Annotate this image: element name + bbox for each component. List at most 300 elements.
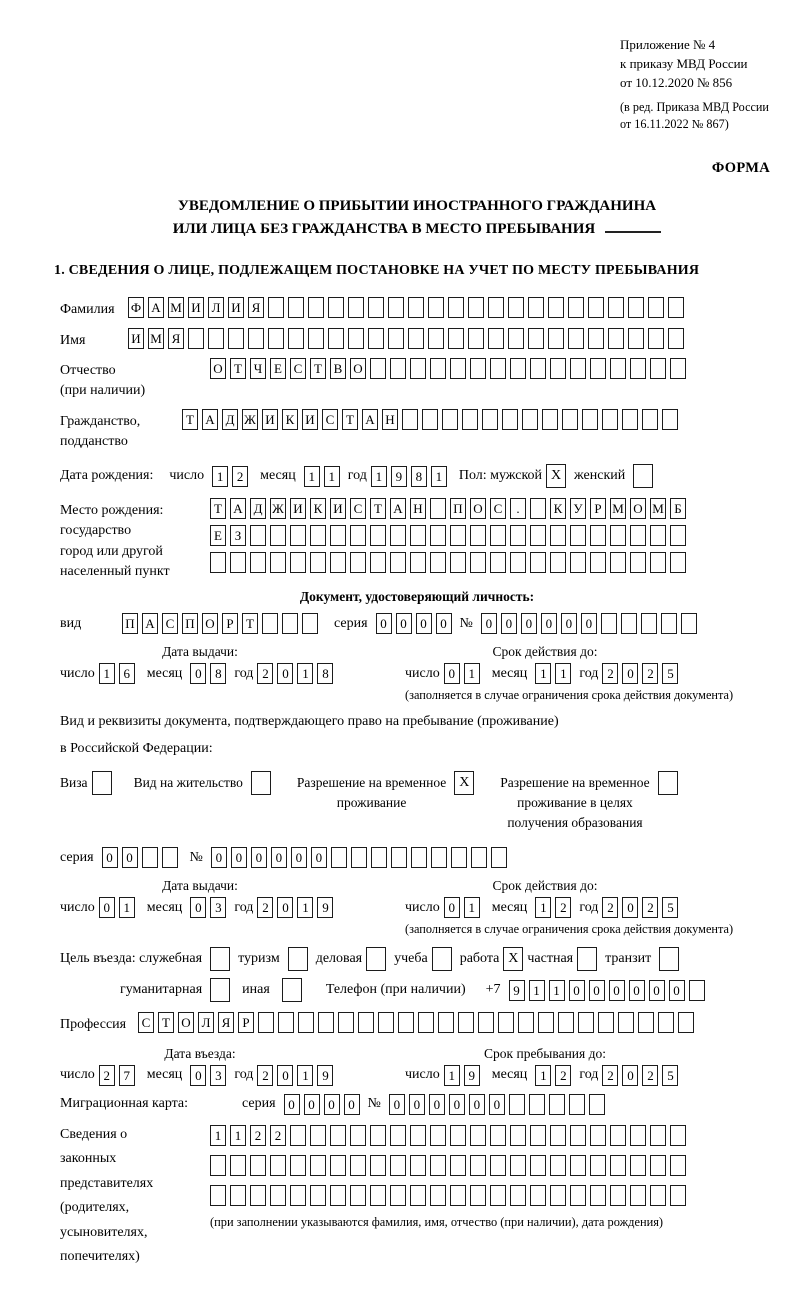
char-cell[interactable] [250, 1155, 266, 1176]
char-cell[interactable] [550, 358, 566, 379]
char-cell[interactable] [570, 1125, 586, 1146]
char-cell[interactable]: 0 [376, 613, 392, 634]
char-cell[interactable] [410, 1125, 426, 1146]
char-cell[interactable] [590, 552, 606, 573]
char-cell[interactable] [598, 1012, 614, 1033]
char-cell[interactable] [510, 1185, 526, 1206]
char-cell[interactable] [351, 847, 367, 868]
char-cell[interactable] [370, 552, 386, 573]
char-cell[interactable] [410, 525, 426, 546]
char-cell[interactable]: 0 [284, 1094, 300, 1115]
purpose-study-checkbox[interactable] [432, 947, 452, 971]
purpose-tourism-checkbox[interactable] [288, 947, 308, 971]
char-cell[interactable] [308, 328, 324, 349]
char-cell[interactable]: Ф [128, 297, 144, 318]
char-cell[interactable]: 2 [257, 663, 273, 684]
char-cell[interactable] [448, 328, 464, 349]
char-cell[interactable] [590, 1125, 606, 1146]
char-cell[interactable] [368, 328, 384, 349]
char-cell[interactable] [570, 552, 586, 573]
char-cell[interactable]: 0 [622, 1065, 638, 1086]
migration-number-input[interactable] [389, 1094, 609, 1115]
char-cell[interactable]: Т [242, 613, 258, 634]
char-cell[interactable] [388, 328, 404, 349]
char-cell[interactable]: И [302, 409, 318, 430]
char-cell[interactable] [470, 1125, 486, 1146]
surname-input[interactable] [128, 297, 688, 318]
char-cell[interactable]: 5 [662, 1065, 678, 1086]
char-cell[interactable]: О [210, 358, 226, 379]
char-cell[interactable]: 0 [190, 1065, 206, 1086]
char-cell[interactable] [488, 328, 504, 349]
char-cell[interactable]: М [650, 498, 666, 519]
residence-issue-year[interactable] [257, 897, 337, 918]
char-cell[interactable]: 9 [317, 897, 333, 918]
char-cell[interactable] [410, 358, 426, 379]
char-cell[interactable] [230, 1185, 246, 1206]
char-cell[interactable] [310, 1185, 326, 1206]
residence-valid-day[interactable] [444, 897, 484, 918]
char-cell[interactable] [490, 525, 506, 546]
char-cell[interactable]: А [362, 409, 378, 430]
char-cell[interactable] [438, 1012, 454, 1033]
char-cell[interactable]: 3 [210, 897, 226, 918]
char-cell[interactable]: В [330, 358, 346, 379]
sex-female-checkbox[interactable] [633, 464, 653, 488]
char-cell[interactable]: М [148, 328, 164, 349]
doc-issue-year[interactable] [257, 663, 337, 684]
char-cell[interactable] [550, 525, 566, 546]
char-cell[interactable] [610, 1125, 626, 1146]
char-cell[interactable] [642, 409, 658, 430]
char-cell[interactable]: 2 [250, 1125, 266, 1146]
char-cell[interactable]: Т [182, 409, 198, 430]
char-cell[interactable] [230, 1155, 246, 1176]
char-cell[interactable] [458, 1012, 474, 1033]
char-cell[interactable] [470, 525, 486, 546]
char-cell[interactable]: 9 [509, 980, 525, 1001]
char-cell[interactable] [468, 297, 484, 318]
char-cell[interactable] [549, 1094, 565, 1115]
char-cell[interactable] [510, 525, 526, 546]
char-cell[interactable]: Т [230, 358, 246, 379]
char-cell[interactable] [529, 1094, 545, 1115]
char-cell[interactable]: У [570, 498, 586, 519]
char-cell[interactable] [410, 552, 426, 573]
char-cell[interactable]: 2 [257, 1065, 273, 1086]
char-cell[interactable]: 2 [602, 1065, 618, 1086]
char-cell[interactable] [588, 297, 604, 318]
doc-valid-year[interactable] [602, 663, 682, 684]
char-cell[interactable] [228, 328, 244, 349]
char-cell[interactable]: М [168, 297, 184, 318]
char-cell[interactable]: 0 [501, 613, 517, 634]
sex-male-checkbox[interactable]: X [546, 464, 566, 488]
char-cell[interactable]: 1 [555, 663, 571, 684]
char-cell[interactable] [510, 552, 526, 573]
char-cell[interactable]: 0 [481, 613, 497, 634]
char-cell[interactable]: . [510, 498, 526, 519]
char-cell[interactable] [468, 328, 484, 349]
stay-month[interactable] [535, 1065, 575, 1086]
char-cell[interactable]: 0 [271, 847, 287, 868]
char-cell[interactable] [258, 1012, 274, 1033]
char-cell[interactable] [450, 525, 466, 546]
purpose-transit-checkbox[interactable] [659, 947, 679, 971]
char-cell[interactable]: 2 [555, 1065, 571, 1086]
char-cell[interactable]: А [148, 297, 164, 318]
char-cell[interactable] [350, 525, 366, 546]
char-cell[interactable] [578, 1012, 594, 1033]
residence-issue-day[interactable] [99, 897, 139, 918]
char-cell[interactable] [528, 297, 544, 318]
char-cell[interactable]: 0 [396, 613, 412, 634]
entry-day[interactable] [99, 1065, 139, 1086]
char-cell[interactable] [568, 297, 584, 318]
char-cell[interactable] [550, 1185, 566, 1206]
char-cell[interactable]: 8 [411, 466, 427, 487]
char-cell[interactable] [208, 328, 224, 349]
char-cell[interactable] [601, 613, 617, 634]
char-cell[interactable] [390, 1185, 406, 1206]
char-cell[interactable]: 1 [297, 663, 313, 684]
char-cell[interactable]: 0 [409, 1094, 425, 1115]
char-cell[interactable] [662, 409, 678, 430]
char-cell[interactable] [608, 297, 624, 318]
char-cell[interactable] [590, 525, 606, 546]
char-cell[interactable] [668, 297, 684, 318]
char-cell[interactable] [641, 613, 657, 634]
char-cell[interactable]: Р [238, 1012, 254, 1033]
char-cell[interactable] [630, 525, 646, 546]
char-cell[interactable] [391, 847, 407, 868]
char-cell[interactable]: Д [250, 498, 266, 519]
char-cell[interactable] [248, 328, 264, 349]
char-cell[interactable]: 2 [602, 663, 618, 684]
char-cell[interactable] [368, 297, 384, 318]
char-cell[interactable] [370, 358, 386, 379]
char-cell[interactable] [282, 613, 298, 634]
char-cell[interactable] [670, 552, 686, 573]
char-cell[interactable] [162, 847, 178, 868]
char-cell[interactable] [278, 1012, 294, 1033]
char-cell[interactable] [570, 525, 586, 546]
char-cell[interactable] [650, 552, 666, 573]
char-cell[interactable] [628, 328, 644, 349]
char-cell[interactable]: 0 [291, 847, 307, 868]
birthplace-input-row2[interactable] [210, 525, 690, 546]
char-cell[interactable] [650, 1125, 666, 1146]
char-cell[interactable]: 8 [317, 663, 333, 684]
char-cell[interactable] [658, 1012, 674, 1033]
firstname-input[interactable] [128, 328, 688, 349]
char-cell[interactable] [589, 1094, 605, 1115]
char-cell[interactable]: 0 [622, 897, 638, 918]
char-cell[interactable]: 0 [251, 847, 267, 868]
char-cell[interactable]: О [178, 1012, 194, 1033]
char-cell[interactable]: П [450, 498, 466, 519]
birthplace-input-row3[interactable] [210, 552, 690, 573]
char-cell[interactable] [522, 409, 538, 430]
char-cell[interactable]: Я [168, 328, 184, 349]
char-cell[interactable]: Т [158, 1012, 174, 1033]
char-cell[interactable] [430, 358, 446, 379]
char-cell[interactable]: Д [222, 409, 238, 430]
char-cell[interactable] [538, 1012, 554, 1033]
purpose-humanitarian-checkbox[interactable] [210, 978, 230, 1002]
char-cell[interactable] [390, 552, 406, 573]
profession-input[interactable] [138, 1012, 698, 1033]
char-cell[interactable]: 0 [569, 980, 585, 1001]
char-cell[interactable] [602, 409, 618, 430]
residence-series-input[interactable] [102, 847, 182, 868]
char-cell[interactable]: 0 [344, 1094, 360, 1115]
char-cell[interactable] [670, 358, 686, 379]
char-cell[interactable] [431, 847, 447, 868]
char-cell[interactable]: Т [370, 498, 386, 519]
residence-permit-checkbox[interactable] [251, 771, 271, 795]
char-cell[interactable]: 9 [464, 1065, 480, 1086]
char-cell[interactable] [430, 552, 446, 573]
char-cell[interactable] [310, 1125, 326, 1146]
char-cell[interactable]: Е [210, 525, 226, 546]
char-cell[interactable]: 1 [119, 897, 135, 918]
char-cell[interactable] [348, 297, 364, 318]
char-cell[interactable]: 0 [444, 897, 460, 918]
char-cell[interactable] [268, 297, 284, 318]
char-cell[interactable]: 1 [464, 663, 480, 684]
char-cell[interactable]: 1 [529, 980, 545, 1001]
char-cell[interactable]: И [188, 297, 204, 318]
char-cell[interactable]: Р [590, 498, 606, 519]
char-cell[interactable]: 1 [324, 466, 340, 487]
char-cell[interactable] [442, 409, 458, 430]
char-cell[interactable] [411, 847, 427, 868]
char-cell[interactable]: Б [670, 498, 686, 519]
char-cell[interactable] [678, 1012, 694, 1033]
char-cell[interactable]: С [162, 613, 178, 634]
char-cell[interactable]: Р [222, 613, 238, 634]
char-cell[interactable] [430, 1125, 446, 1146]
char-cell[interactable]: 0 [541, 613, 557, 634]
char-cell[interactable] [318, 1012, 334, 1033]
doc-issue-day[interactable] [99, 663, 139, 684]
char-cell[interactable]: 0 [609, 980, 625, 1001]
representatives-input-row2[interactable] [210, 1155, 690, 1176]
char-cell[interactable] [630, 1155, 646, 1176]
char-cell[interactable] [569, 1094, 585, 1115]
char-cell[interactable] [330, 1155, 346, 1176]
char-cell[interactable] [428, 297, 444, 318]
char-cell[interactable]: О [202, 613, 218, 634]
char-cell[interactable] [328, 328, 344, 349]
char-cell[interactable] [490, 552, 506, 573]
char-cell[interactable]: 1 [212, 466, 228, 487]
char-cell[interactable] [450, 1185, 466, 1206]
char-cell[interactable] [630, 358, 646, 379]
char-cell[interactable] [290, 1185, 306, 1206]
char-cell[interactable] [470, 1185, 486, 1206]
char-cell[interactable]: Т [310, 358, 326, 379]
char-cell[interactable] [509, 1094, 525, 1115]
char-cell[interactable] [590, 1155, 606, 1176]
char-cell[interactable] [588, 328, 604, 349]
char-cell[interactable] [650, 358, 666, 379]
char-cell[interactable] [370, 1185, 386, 1206]
char-cell[interactable] [310, 552, 326, 573]
char-cell[interactable] [328, 297, 344, 318]
char-cell[interactable] [628, 297, 644, 318]
char-cell[interactable]: 0 [622, 663, 638, 684]
char-cell[interactable] [410, 1155, 426, 1176]
char-cell[interactable] [490, 1185, 506, 1206]
char-cell[interactable]: 1 [230, 1125, 246, 1146]
char-cell[interactable] [450, 358, 466, 379]
char-cell[interactable] [210, 1185, 226, 1206]
char-cell[interactable]: К [310, 498, 326, 519]
char-cell[interactable] [210, 1155, 226, 1176]
char-cell[interactable]: А [230, 498, 246, 519]
char-cell[interactable] [610, 1185, 626, 1206]
char-cell[interactable] [471, 847, 487, 868]
char-cell[interactable]: Ч [250, 358, 266, 379]
phone-input[interactable] [509, 980, 709, 1001]
char-cell[interactable]: 0 [669, 980, 685, 1001]
char-cell[interactable] [670, 1155, 686, 1176]
char-cell[interactable] [142, 847, 158, 868]
char-cell[interactable] [390, 525, 406, 546]
char-cell[interactable] [630, 552, 646, 573]
char-cell[interactable] [670, 525, 686, 546]
char-cell[interactable]: 1 [99, 663, 115, 684]
char-cell[interactable] [490, 358, 506, 379]
char-cell[interactable] [550, 552, 566, 573]
char-cell[interactable]: С [322, 409, 338, 430]
char-cell[interactable] [250, 525, 266, 546]
purpose-other-checkbox[interactable] [282, 978, 302, 1002]
char-cell[interactable]: 0 [429, 1094, 445, 1115]
char-cell[interactable]: 9 [317, 1065, 333, 1086]
char-cell[interactable] [530, 525, 546, 546]
char-cell[interactable] [350, 1125, 366, 1146]
char-cell[interactable] [670, 1185, 686, 1206]
char-cell[interactable] [508, 297, 524, 318]
char-cell[interactable] [488, 297, 504, 318]
char-cell[interactable] [638, 1012, 654, 1033]
birth-month-input[interactable] [304, 466, 344, 487]
char-cell[interactable]: 0 [277, 663, 293, 684]
char-cell[interactable]: 0 [444, 663, 460, 684]
char-cell[interactable] [570, 358, 586, 379]
char-cell[interactable] [610, 525, 626, 546]
char-cell[interactable] [398, 1012, 414, 1033]
char-cell[interactable] [558, 1012, 574, 1033]
char-cell[interactable] [630, 1185, 646, 1206]
char-cell[interactable] [418, 1012, 434, 1033]
char-cell[interactable] [618, 1012, 634, 1033]
char-cell[interactable]: 0 [190, 663, 206, 684]
citizenship-input[interactable] [182, 409, 682, 430]
char-cell[interactable]: 0 [389, 1094, 405, 1115]
char-cell[interactable] [308, 297, 324, 318]
char-cell[interactable]: 0 [304, 1094, 320, 1115]
char-cell[interactable]: 1 [549, 980, 565, 1001]
visa-checkbox[interactable] [92, 771, 112, 795]
char-cell[interactable] [331, 847, 347, 868]
char-cell[interactable] [268, 328, 284, 349]
char-cell[interactable]: Н [410, 498, 426, 519]
char-cell[interactable] [378, 1012, 394, 1033]
char-cell[interactable]: 1 [297, 897, 313, 918]
char-cell[interactable] [650, 525, 666, 546]
char-cell[interactable]: 1 [444, 1065, 460, 1086]
char-cell[interactable] [570, 1185, 586, 1206]
char-cell[interactable] [330, 1185, 346, 1206]
residence-issue-month[interactable] [190, 897, 230, 918]
char-cell[interactable] [508, 328, 524, 349]
char-cell[interactable] [270, 525, 286, 546]
char-cell[interactable] [348, 328, 364, 349]
char-cell[interactable] [530, 1155, 546, 1176]
char-cell[interactable] [670, 1125, 686, 1146]
char-cell[interactable] [610, 552, 626, 573]
char-cell[interactable]: 0 [416, 613, 432, 634]
char-cell[interactable] [478, 1012, 494, 1033]
char-cell[interactable] [608, 328, 624, 349]
char-cell[interactable]: О [630, 498, 646, 519]
char-cell[interactable]: 1 [431, 466, 447, 487]
char-cell[interactable]: 2 [602, 897, 618, 918]
char-cell[interactable] [338, 1012, 354, 1033]
char-cell[interactable] [550, 1125, 566, 1146]
char-cell[interactable]: А [390, 498, 406, 519]
char-cell[interactable] [408, 328, 424, 349]
char-cell[interactable] [330, 525, 346, 546]
char-cell[interactable] [290, 525, 306, 546]
char-cell[interactable] [668, 328, 684, 349]
char-cell[interactable]: П [182, 613, 198, 634]
doc-number-input[interactable] [481, 613, 701, 634]
char-cell[interactable]: 0 [311, 847, 327, 868]
char-cell[interactable]: Е [270, 358, 286, 379]
char-cell[interactable]: 0 [211, 847, 227, 868]
char-cell[interactable] [290, 1155, 306, 1176]
char-cell[interactable] [648, 297, 664, 318]
char-cell[interactable]: А [142, 613, 158, 634]
char-cell[interactable]: 2 [642, 897, 658, 918]
char-cell[interactable] [491, 847, 507, 868]
char-cell[interactable]: 6 [119, 663, 135, 684]
char-cell[interactable] [350, 1185, 366, 1206]
char-cell[interactable]: 0 [277, 897, 293, 918]
char-cell[interactable] [451, 847, 467, 868]
char-cell[interactable]: Н [382, 409, 398, 430]
char-cell[interactable]: Т [210, 498, 226, 519]
char-cell[interactable] [550, 1155, 566, 1176]
char-cell[interactable]: Л [208, 297, 224, 318]
char-cell[interactable]: 1 [535, 1065, 551, 1086]
char-cell[interactable] [530, 1125, 546, 1146]
char-cell[interactable] [548, 328, 564, 349]
char-cell[interactable]: С [138, 1012, 154, 1033]
char-cell[interactable] [622, 409, 638, 430]
char-cell[interactable] [390, 1125, 406, 1146]
char-cell[interactable] [518, 1012, 534, 1033]
char-cell[interactable] [490, 1125, 506, 1146]
char-cell[interactable] [390, 358, 406, 379]
stay-year[interactable] [602, 1065, 682, 1086]
char-cell[interactable] [390, 1155, 406, 1176]
